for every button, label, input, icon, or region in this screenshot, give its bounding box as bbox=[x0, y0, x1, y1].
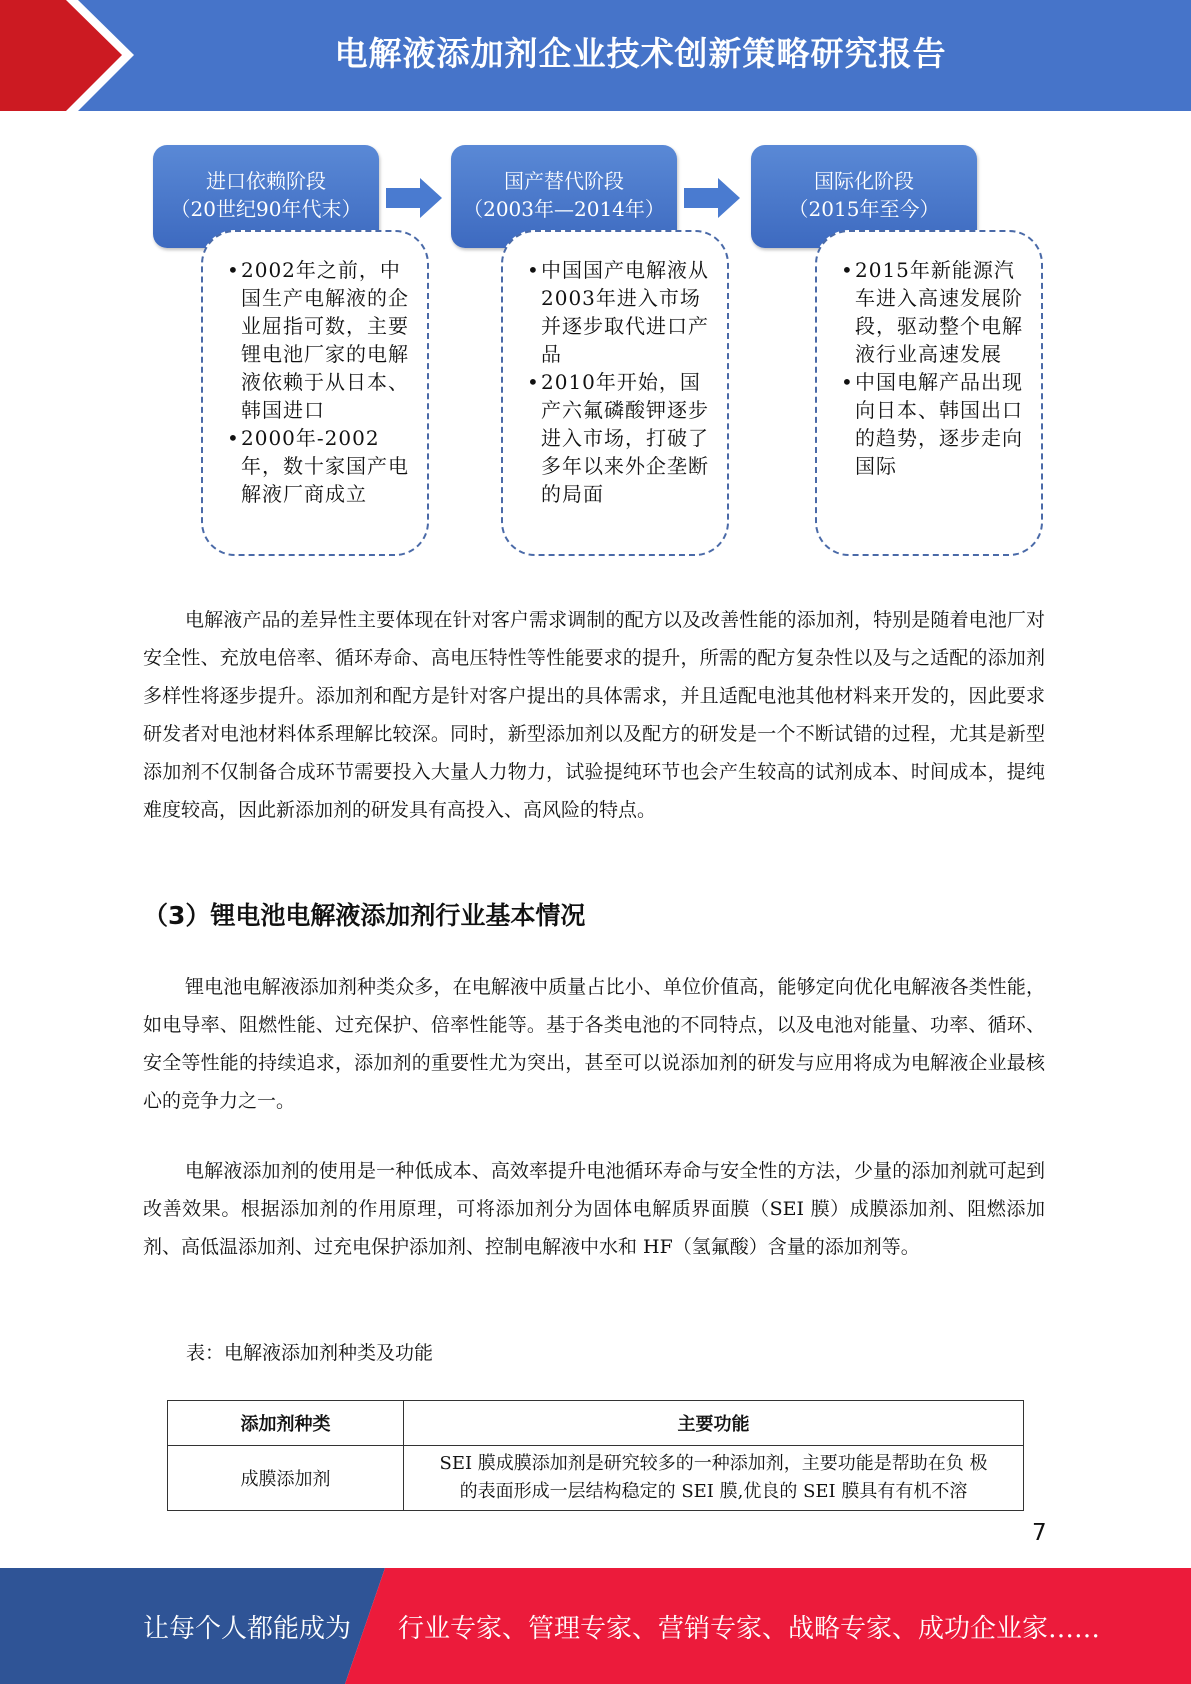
page-number: 7 bbox=[1032, 1520, 1047, 1546]
cell-additive-type: 成膜添加剂 bbox=[168, 1446, 404, 1511]
stage-title: 国产替代阶段 bbox=[504, 169, 624, 193]
report-title: 电解液添加剂企业技术创新策略研究报告 bbox=[334, 34, 947, 73]
paragraph-additive-overview: 锂电池电解液添加剂种类众多，在电解液中质量占比小、单位价值高，能够定向优化电解液各类性能，如电导率、阻燃性能、过充保护、倍率性能等。基于各类电池的不同特点，以及电池对能量、功率、循环、安全等性能的持续追求，添加剂的重要性尤为突出，甚至可以说添加剂的研发与应用将成为电解液企业最核心的竞争力之一。 bbox=[143, 976, 1045, 1112]
footer-banner bbox=[0, 1568, 1191, 1684]
table-row bbox=[168, 1446, 1024, 1511]
stage-point: • 2010年开始，国产六氟磷酸钾逐步进入市场，打破了多年以来外企垄断的局面 bbox=[527, 368, 709, 508]
paragraph-product-difference: 电解液产品的差异性主要体现在针对客户需求调制的配方以及改善性能的添加剂，特别是随着电池厂对安全性、充放电倍率、循环寿命、高电压特性等性能要求的提升，所需的配方复杂性以及与之适配的添加剂多样性将逐步提升。添加剂和配方是针对客户提出的具体需求，并且适配电池其他材料来开发的，因此要求研发者对电池材料体系理解比较深。同时，新型添加剂以及配方的研发是一个不断试错的过程，尤其是新型添加剂不仅制备合成环节需要投入大量人力物力，试验提纯环节也会产生较高的试剂成本、时间成本，提纯难度较高，因此新添加剂的研发具有高投入、高风险的特点。 bbox=[143, 609, 1045, 821]
column-header-function: 主要功能 bbox=[404, 1401, 1024, 1446]
function-line: 的表面形成一层结构稳定的 SEI 膜,优良的 SEI 膜具有有机不溶 bbox=[459, 1481, 968, 1502]
column-header-type: 添加剂种类 bbox=[168, 1401, 404, 1446]
stage-title: 国际化阶段 bbox=[814, 169, 914, 193]
stage-point: • 2002年之前，中国生产电解液的企业屈指可数，主要锂电池厂家的电解液依赖于从日本、韩国进口 bbox=[227, 256, 409, 424]
paragraph-additive-types: 电解液添加剂的使用是一种低成本、高效率提升电池循环寿命与安全性的方法，少量的添加剂就可起到改善效果。根据添加剂的作用原理，可将添加剂分为固体电解质界面膜（SEI 膜）成膜添加剂、阻燃添加剂、高低温添加剂、过充电保护添加剂、控制电解液中水和 HF（氢氟酸）含量的添加剂等。 bbox=[143, 1160, 1045, 1258]
stage-title: 进口依赖阶段 bbox=[206, 169, 326, 193]
header-banner bbox=[0, 0, 1191, 111]
stage-point: • 2000年-2002年，数十家国产电解液厂商成立 bbox=[227, 424, 409, 508]
arrow-right-icon bbox=[684, 178, 740, 218]
section-title: （3）锂电池电解液添加剂行业基本情况 bbox=[143, 901, 586, 930]
table-caption: 表：电解液添加剂种类及功能 bbox=[186, 1342, 434, 1364]
table-header-row bbox=[168, 1401, 1024, 1446]
cell-additive-function bbox=[404, 1446, 1024, 1511]
footer-slogan-left: 让每个人都能成为 bbox=[143, 1614, 352, 1644]
stage-detail-1 bbox=[201, 230, 429, 556]
stage-period: （20世纪90年代末） bbox=[170, 197, 362, 221]
stage-period: （2015年至今） bbox=[788, 197, 940, 221]
stage-point: • 2015年新能源汽车进入高速发展阶段，驱动整个电解液行业高速发展 bbox=[841, 256, 1023, 368]
additive-table bbox=[167, 1400, 1024, 1511]
stage-detail-3 bbox=[815, 230, 1043, 556]
function-line: SEI 膜成膜添加剂是研究较多的一种添加剂，主要功能是帮助在负 极 bbox=[439, 1453, 988, 1474]
stage-point: • 中国国产电解液从2003年进入市场并逐步取代进口产品 bbox=[527, 256, 709, 368]
stage-period: （2003年—2014年） bbox=[463, 197, 665, 221]
stage-point: • 中国电解产品出现向日本、韩国出口的趋势，逐步走向国际 bbox=[841, 368, 1023, 480]
footer-slogan-right: 行业专家、管理专家、营销专家、战略专家、成功企业家…… bbox=[398, 1614, 1101, 1644]
arrow-right-icon bbox=[386, 178, 442, 218]
stage-detail-2 bbox=[501, 230, 729, 556]
